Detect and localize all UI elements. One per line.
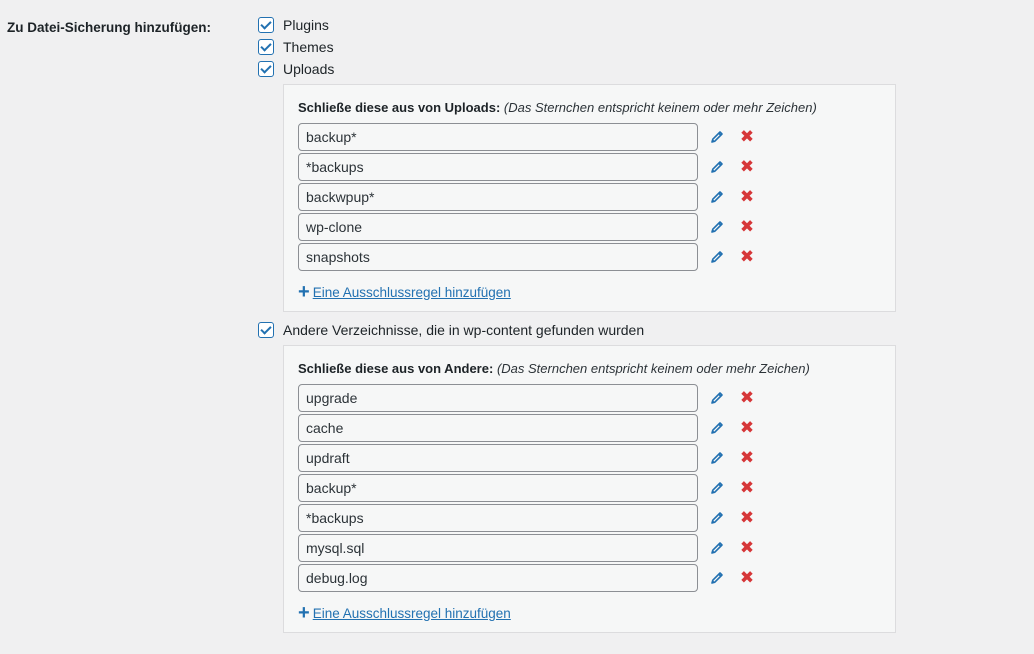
uploads-exclusion-note: (Das Sternchen entspricht keinem oder mehr Zeichen) <box>503 100 817 115</box>
exclusion-rule-input[interactable] <box>298 444 698 472</box>
exclusion-rule-row <box>298 242 895 272</box>
checkbox-uploads[interactable] <box>258 58 908 80</box>
exclusion-rule-row <box>298 533 895 563</box>
close-icon[interactable]: ✖ <box>739 508 755 527</box>
pencil-icon[interactable] <box>709 480 725 496</box>
checkbox-themes-box[interactable] <box>258 39 274 55</box>
close-icon[interactable]: ✖ <box>739 388 755 407</box>
exclusion-rule-input[interactable] <box>298 123 698 151</box>
exclusion-rule-input[interactable] <box>298 213 698 241</box>
exclusion-rule-input[interactable] <box>298 504 698 532</box>
exclusion-rule-row <box>298 473 895 503</box>
pencil-icon[interactable] <box>709 420 725 436</box>
others-exclusion-title <box>298 361 895 377</box>
exclusion-rule-row <box>298 383 895 413</box>
close-icon[interactable]: ✖ <box>739 187 755 206</box>
exclusion-rule-input[interactable] <box>298 534 698 562</box>
exclusion-rule-input[interactable] <box>298 564 698 592</box>
checkbox-other-dirs[interactable] <box>258 319 908 341</box>
checkbox-uploads-box[interactable] <box>258 61 274 77</box>
pencil-icon[interactable] <box>709 510 725 526</box>
others-exclusion-box <box>283 345 896 633</box>
pencil-icon[interactable] <box>709 450 725 466</box>
pencil-icon[interactable] <box>709 129 725 145</box>
exclusion-rule-row <box>298 443 895 473</box>
pencil-icon[interactable] <box>709 540 725 556</box>
others-exclusion-note: (Das Sternchen entspricht keinem oder mehr Zeichen) <box>496 361 810 376</box>
checkbox-plugins-box[interactable] <box>258 17 274 33</box>
exclusion-rule-row <box>298 152 895 182</box>
uploads-exclusion-title <box>298 100 895 116</box>
pencil-icon[interactable] <box>709 249 725 265</box>
close-icon[interactable]: ✖ <box>739 418 755 437</box>
close-icon[interactable]: ✖ <box>739 538 755 557</box>
exclusion-rule-input[interactable] <box>298 243 698 271</box>
uploads-exclusion-heading: Schließe diese aus von Uploads: <box>298 100 501 115</box>
exclusion-rule-input[interactable] <box>298 183 698 211</box>
exclusion-rule-row <box>298 182 895 212</box>
close-icon[interactable]: ✖ <box>739 247 755 266</box>
exclusion-rule-row <box>298 122 895 152</box>
others-exclusion-heading: Schließe diese aus von Andere: <box>298 361 494 376</box>
checkbox-plugins-label: Plugins <box>283 17 329 33</box>
close-icon[interactable]: ✖ <box>739 448 755 467</box>
pencil-icon[interactable] <box>709 219 725 235</box>
section-label: Zu Datei-Sicherung hinzufügen: <box>7 20 211 35</box>
uploads-exclusion-box <box>283 84 896 312</box>
close-icon[interactable]: ✖ <box>739 568 755 587</box>
exclusion-rule-input[interactable] <box>298 474 698 502</box>
exclusion-rule-row <box>298 413 895 443</box>
checkbox-themes-label: Themes <box>283 39 334 55</box>
pencil-icon[interactable] <box>709 570 725 586</box>
exclusion-rule-row <box>298 503 895 533</box>
uploads-add-rule-link[interactable]: Eine Ausschlussregel hinzufügen <box>312 284 511 300</box>
close-icon[interactable]: ✖ <box>739 217 755 236</box>
pencil-icon[interactable] <box>709 189 725 205</box>
close-icon[interactable]: ✖ <box>739 157 755 176</box>
pencil-icon[interactable] <box>709 390 725 406</box>
options-column <box>258 14 908 633</box>
exclusion-rule-input[interactable] <box>298 153 698 181</box>
others-rules-list <box>298 383 895 593</box>
plus-icon: + <box>298 281 310 303</box>
checkbox-other-dirs-box[interactable] <box>258 322 274 338</box>
close-icon[interactable]: ✖ <box>739 127 755 146</box>
checkbox-other-dirs-label: Andere Verzeichnisse, die in wp-content gefunden wurden <box>283 322 645 338</box>
checkbox-plugins[interactable] <box>258 14 908 36</box>
uploads-rules-list <box>298 122 895 272</box>
checkbox-uploads-label: Uploads <box>283 61 335 77</box>
plus-icon: + <box>298 602 310 624</box>
others-add-rule-link[interactable]: Eine Ausschlussregel hinzufügen <box>312 605 511 621</box>
exclusion-rule-row <box>298 212 895 242</box>
exclusion-rule-input[interactable] <box>298 414 698 442</box>
exclusion-rule-row <box>298 563 895 593</box>
others-add-rule[interactable] <box>298 604 895 622</box>
checkbox-themes[interactable] <box>258 36 908 58</box>
exclusion-rule-input[interactable] <box>298 384 698 412</box>
close-icon[interactable]: ✖ <box>739 478 755 497</box>
uploads-add-rule[interactable] <box>298 283 895 301</box>
pencil-icon[interactable] <box>709 159 725 175</box>
